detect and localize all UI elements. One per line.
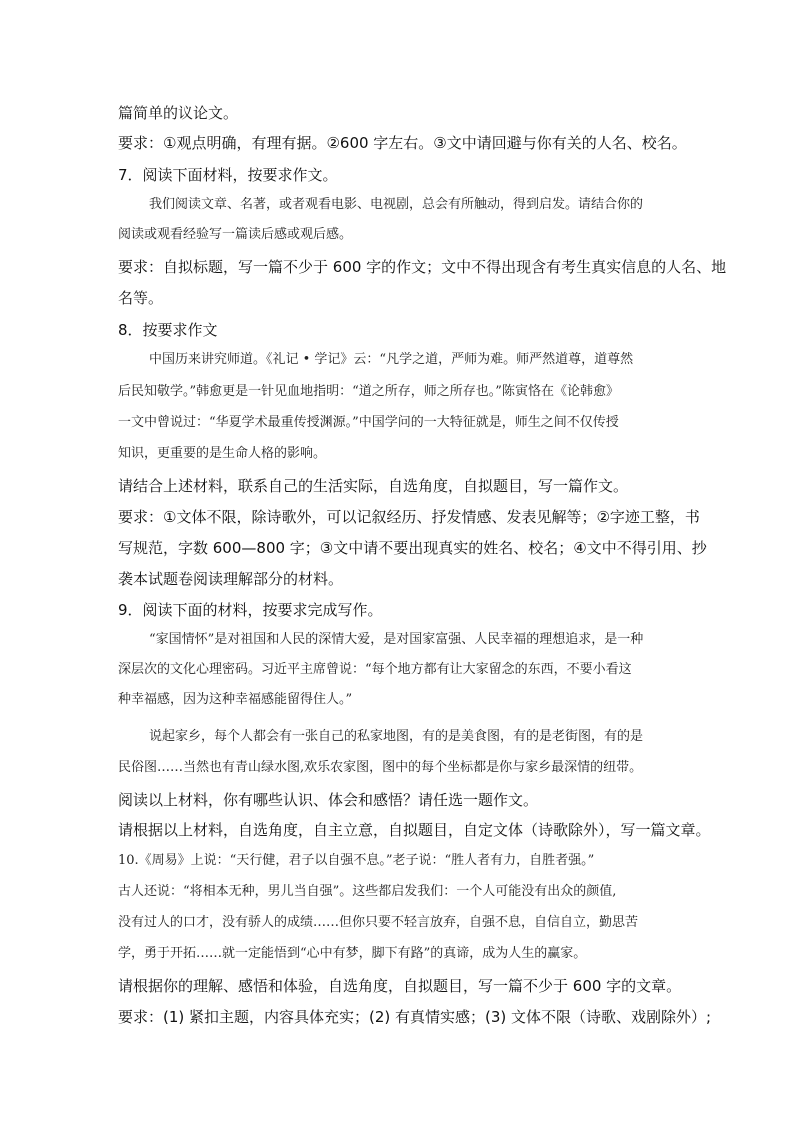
requirement-line: 要求：自拟标题，写一篇不少于 600 字的作文；文中不得出现含有考生真实信息的人名、地	[118, 258, 727, 276]
requirement-line: 名等。	[118, 289, 164, 307]
material-line: 说起家乡，每个人都会有一张自己的私家地图，有的是美食图，有的是老街图，有的是	[149, 729, 644, 744]
requirement-line: 袭本试题卷阅读理解部分的材料。	[118, 570, 344, 588]
instruction-line: 请结合上述材料，联系自己的生活实际，自选角度，自拟题目，写一篇作文。	[118, 477, 629, 495]
material-line: 种幸福感，因为这种幸福感能留得住人。”	[118, 692, 353, 707]
requirement-line: 要求：①文体不限，除诗歌外，可以记叙经历、抒发情感、发表见解等；②字迹工整，书	[118, 508, 700, 526]
question-heading: 7．阅读下面材料，按要求作文。	[118, 166, 338, 184]
material-line: 知识，更重要的是生命人格的影响。	[118, 446, 327, 461]
material-line: 阅读或观看经验写一篇读后感或观后感。	[118, 227, 353, 242]
material-line: 后民知敬学。”韩愈更是一针见血地指明：“道之所存，师之所存也。”陈寅恪在《论韩愈》	[118, 384, 619, 399]
material-line: 学，勇于开拓……就一定能悟到“心中有梦，脚下有路”的真谛，成为人生的赢家。	[118, 946, 587, 961]
material-line: 民俗图……当然也有青山绿水图,欢乐农家图，图中的每个坐标都是你与家乡最深情的纽带。	[118, 760, 643, 775]
material-line: 没有过人的口才，没有骄人的成绩……但你只要不轻言放弃，自强不息，自信自立，勤思苦	[118, 915, 639, 930]
question-heading: 9．阅读下面的材料，按要求完成写作。	[118, 601, 383, 619]
material-line: 中国历来讲究师道。《礼记 • 学记》云：“凡学之道，严师为难。师严然道尊，道尊然	[149, 352, 634, 367]
requirement-line: 要求：(1) 紧扣主题，内容具体充实；(2) 有真情实感；(3) 文体不限（诗歌、戏剧除外）;	[118, 1008, 712, 1026]
question-heading: 10.《周易》上说：“天行健，君子以自强不息。”老子说：“胜人者有力，自胜者强。”	[118, 853, 595, 868]
material-line: 我们阅读文章、名著，或者观看电影、电视剧，总会有所触动，得到启发。请结合你的	[149, 197, 644, 212]
requirement-line: 写规范，字数 600—800 字；③文中请不要出现真实的姓名、校名；④文中不得引用、抄	[118, 539, 707, 557]
instruction-line: 请根据你的理解、感悟和体验，自选角度，自拟题目，写一篇不少于 600 字的文章。	[118, 977, 682, 995]
instruction-line: 阅读以上材料，你有哪些认识、体会和感悟？请任选一题作文。	[118, 791, 539, 809]
material-line: “家国情怀”是对祖国和人民的深情大爱，是对国家富强、人民幸福的理想追求，是一种	[149, 632, 644, 647]
text-line: 篇简单的议论文。	[118, 104, 239, 122]
material-line: 一文中曾说过：“华夏学术最重传授渊源。”中国学问的一大特征就是，师生之间不仅传授	[118, 415, 619, 430]
instruction-line: 请根据以上材料，自选角度，自主立意，自拟题目，自定文体（诗歌除外），写一篇文章。	[118, 821, 711, 839]
requirement-line: 要求：①观点明确，有理有据。②600 字左右。③文中请回避与你有关的人名、校名。	[118, 134, 687, 152]
material-line: 古人还说：“将相本无种，男儿当自强”。这些都启发我们：一个人可能没有出众的颜值,	[118, 884, 617, 899]
material-line: 深层次的文化心理密码。习近平主席曾说：“每个地方都有让大家留念的东西，不要小看这	[118, 662, 632, 677]
question-heading: 8．按要求作文	[118, 321, 218, 339]
